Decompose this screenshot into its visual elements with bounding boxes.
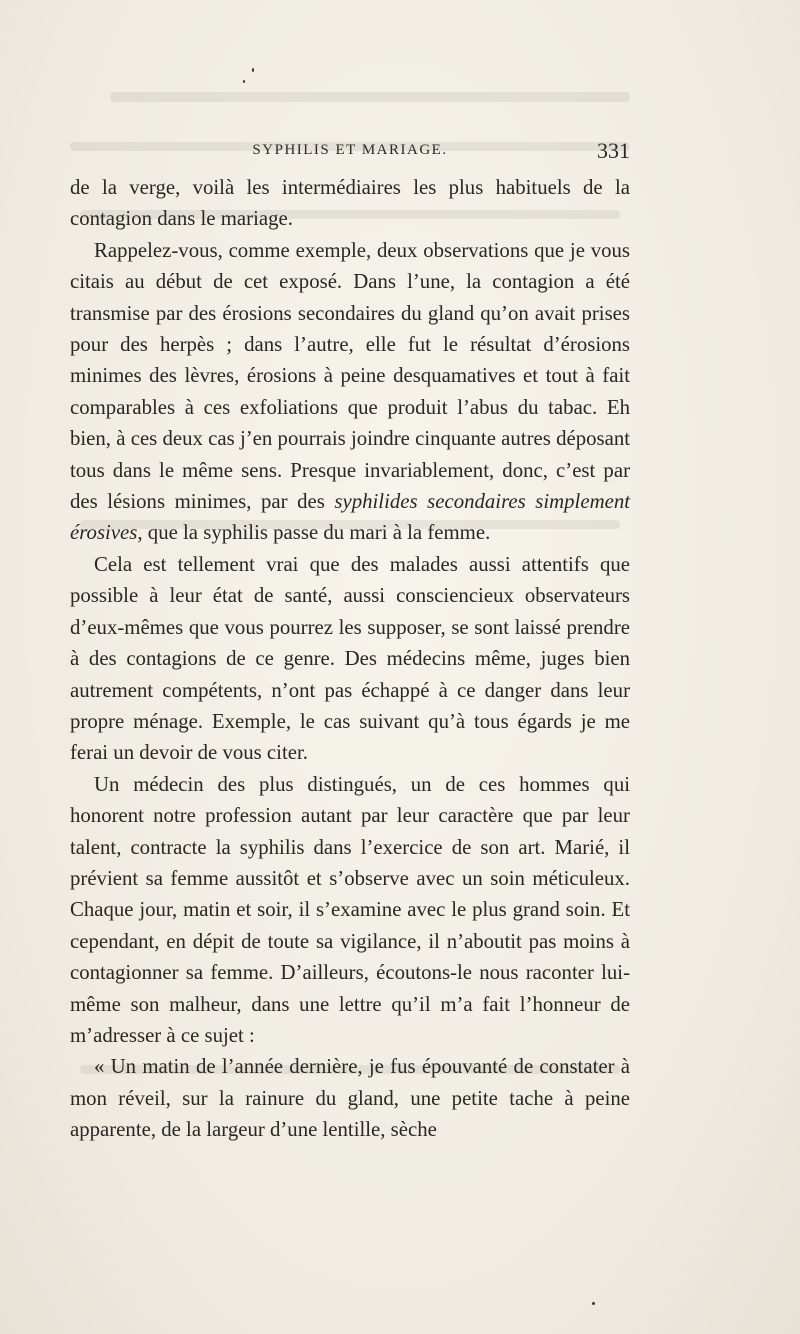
text-run: Cela est tellement vrai que des malades aussi attentifs que possible à leur état de santé, aussi consciencieux observateurs d’eux-mêmes que vous pourrez les supposer, se sont laissé prendre à des contagions de ce genre. Des médecins même, juges bien autrement compétents, n’ont pas échappé à ce danger dans leur propre ménage. Exemple, le cas suivant qu’à tous égards je me ferai un devoir de vous citer. bbox=[70, 552, 630, 765]
running-head: SYPHILIS ET MARIAGE. bbox=[252, 142, 448, 158]
italic-phrase: syphilides secondaires simplement érosives bbox=[70, 490, 630, 545]
text-run: « Un matin de l’année dernière, je fus épouvanté de constater à mon réveil, sur la rainure du gland, une petite tache à peine apparente, de la largeur d’une lentille, sèche bbox=[70, 1055, 630, 1142]
text-run: Rappelez-vous, comme exemple, deux observations que je vous citais au début de cet exposé. Dans l’une, la contagion a été transmise par des érosions secondaires du gland qu’on avait prises pour des herpès ; dans l’autre, elle fut le résultat d’érosions minimes des lèvres, érosions à peine desquamatives et tout à fait comparables à ces exfoliations que produit l’abus du tabac. Eh bien, à ces deux cas j’en pourrais joindre cinquante autres déposant tous dans le même sens. Presque invariablement, donc, c’est par des lésions minimes, par des bbox=[70, 238, 630, 514]
text-run: , que la syphilis passe du mari à la femme. bbox=[137, 521, 491, 545]
paragraph bbox=[70, 235, 630, 549]
paragraph bbox=[70, 1051, 630, 1145]
page-header bbox=[70, 140, 630, 170]
text-run: de la verge, voilà les intermédiaires les plus habituels de la contagion dans le mariage. bbox=[70, 176, 630, 231]
page-number: 331 bbox=[597, 138, 630, 163]
text-run: Un médecin des plus distingués, un de ces hommes qui honorent notre profession autant par leur caractère que par leur talent, contracte la syphilis dans l’exercice de son art. Marié, il prévient sa femme aussitôt et s’observe avec un soin méticuleux. Chaque jour, matin et soir, il s’examine avec le plus grand soin. Et cependant, en dépit de toute sa vigilance, il n’aboutit pas moins à contagionner sa femme. D’ailleurs, écoutons-le nous raconter lui-même son malheur, dans une lettre qu’il m’a fait l’honneur de m’adresser à ce sujet : bbox=[70, 772, 630, 1047]
body-text bbox=[70, 172, 630, 1146]
paragraph bbox=[70, 172, 630, 235]
paragraph bbox=[70, 769, 630, 1052]
paragraph bbox=[70, 549, 630, 769]
